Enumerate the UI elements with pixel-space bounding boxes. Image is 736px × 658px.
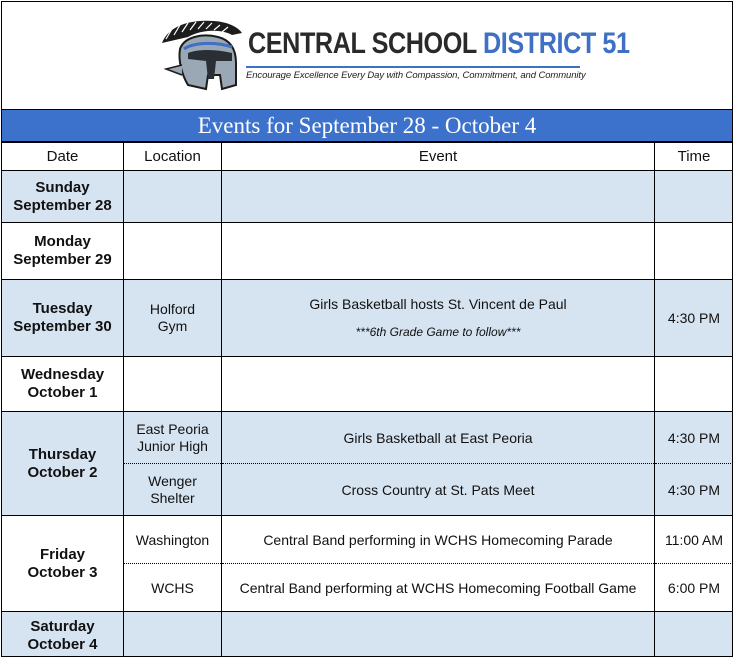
events-table [1,142,733,657]
event-cell: Girls Basketball at East Peoria [222,412,655,464]
location-cell [124,612,222,658]
spartan-helmet-icon [158,19,244,93]
table-row-thursday [2,412,734,464]
day-name: Tuesday [32,300,93,317]
location-line: Gym [157,318,188,334]
table-row-tuesday [2,280,734,357]
time-cell: 4:30 PM [655,412,734,464]
location-cell: Washington [124,516,222,564]
table-row-sunday [2,171,734,223]
day-date: September 28 [13,196,112,214]
event-cell [222,223,655,280]
day-cell [2,516,124,612]
event-note: ***6th Grade Game to follow*** [355,325,521,339]
day-date: October 2 [27,463,98,481]
day-date: September 29 [13,251,112,268]
location-cell [124,223,222,280]
day-name: Friday [39,545,85,563]
location-line: Holford [149,301,196,317]
table-row-saturday [2,612,734,658]
table-row-friday [2,516,734,564]
column-header-location: Location [124,143,222,171]
day-name: Thursday [28,445,97,463]
location-cell [124,280,222,357]
day-date: October 1 [27,384,98,401]
district-name [248,27,630,61]
time-cell: 11:00 AM [655,516,734,564]
time-cell [655,612,734,658]
event-cell: Central Band performing at WCHS Homecoming Football Game [222,564,655,612]
event-title: Girls Basketball hosts St. Vincent de Paul [309,296,567,312]
location-line: Wenger [148,472,197,489]
day-cell [2,280,124,357]
event-cell [222,357,655,412]
event-cell [222,171,655,223]
table-row-wednesday [2,357,734,412]
events-flyer [1,1,733,657]
event-cell [222,280,655,357]
day-name: Monday [34,233,91,250]
day-date: October 4 [27,635,98,653]
day-date: September 30 [13,318,112,335]
time-cell: 6:00 PM [655,564,734,612]
day-name: Saturday [30,617,95,635]
table-header-row [2,143,734,171]
header-rule [246,66,580,68]
district-header [2,2,732,110]
column-header-date: Date [2,143,124,171]
location-line: Junior High [137,437,208,454]
day-cell [2,171,124,223]
location-cell [124,412,222,464]
column-header-event: Event [222,143,655,171]
day-cell [2,223,124,280]
time-cell: 4:30 PM [655,280,734,357]
event-cell [222,612,655,658]
time-cell: 4:30 PM [655,464,734,516]
location-cell [124,357,222,412]
district-name-accent: DISTRICT 51 [482,27,630,60]
day-cell [2,357,124,412]
location-line: Shelter [150,489,195,506]
location-cell [124,464,222,516]
time-cell [655,223,734,280]
district-tagline: Encourage Excellence Every Day with Compassion, Commitment, and Community [246,70,586,81]
district-name-main: CENTRAL SCHOOL [248,27,483,60]
day-cell [2,612,124,658]
event-cell: Central Band performing in WCHS Homecoming Parade [222,516,655,564]
table-row-monday [2,223,734,280]
district-logo [158,19,630,93]
event-cell: Cross Country at St. Pats Meet [222,464,655,516]
location-line: East Peoria [136,420,209,437]
location-cell: WCHS [124,564,222,612]
column-header-time: Time [655,143,734,171]
time-cell [655,357,734,412]
day-cell [2,412,124,516]
day-name: Wednesday [20,366,105,383]
location-cell [124,171,222,223]
events-title: Events for September 28 - October 4 [2,110,732,142]
time-cell [655,171,734,223]
day-date: October 3 [27,563,98,581]
day-name: Sunday [35,178,90,196]
